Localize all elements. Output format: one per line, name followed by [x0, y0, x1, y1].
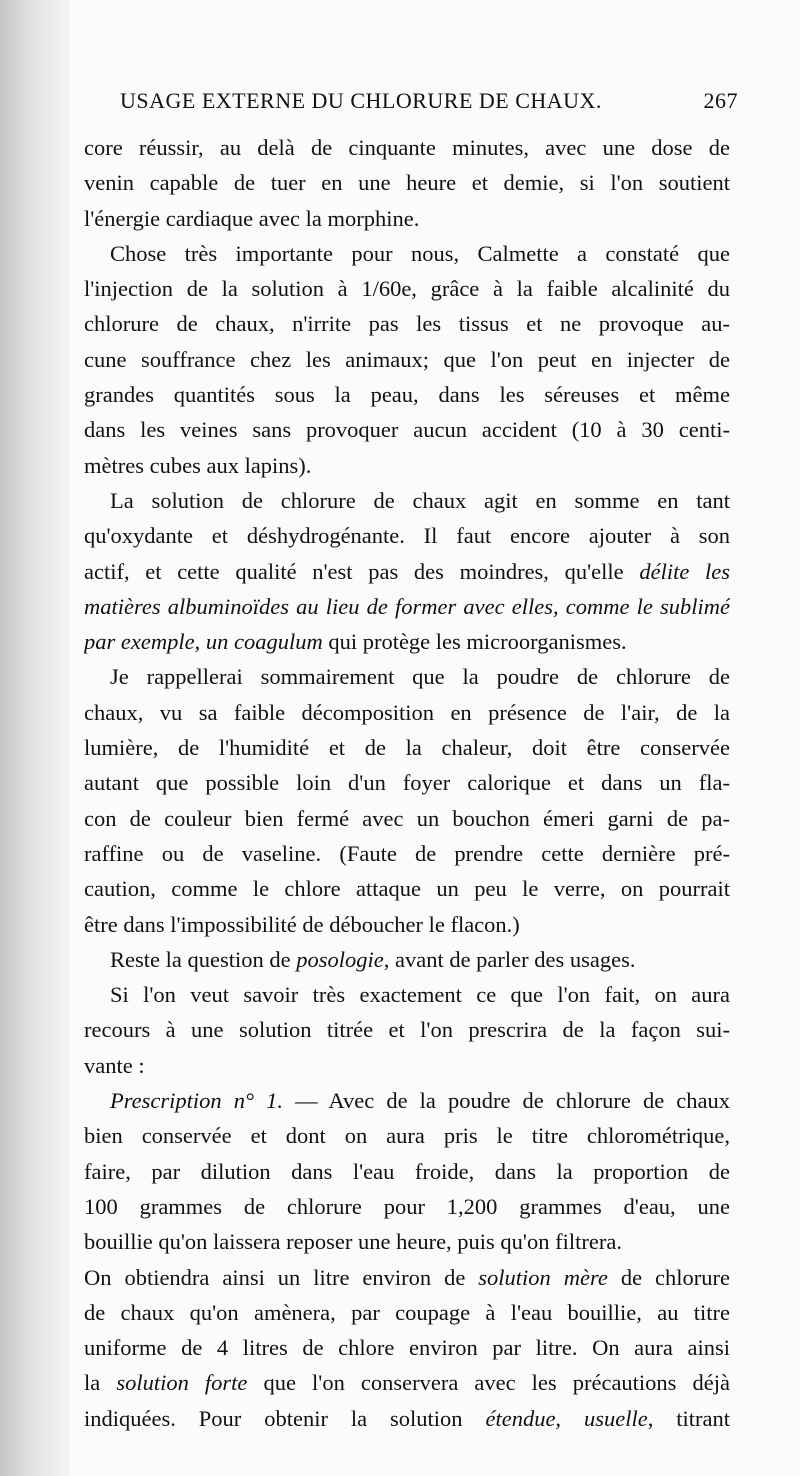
running-title: USAGE EXTERNE DU CHLORURE DE CHAUX.	[120, 88, 602, 113]
text-line	[84, 836, 730, 871]
text-run: Chose très importante pour nous, Calmette a constaté que	[110, 240, 730, 266]
text-run: qu'oxydante et déshydrogénante. Il faut encore ajouter à son	[84, 523, 730, 549]
text-run: de chaux qu'on amènera, par coupage à l'eau bouillie, au titre	[84, 1299, 730, 1325]
text-run: grandes quantités sous la peau, dans les séreuses et même	[84, 382, 730, 408]
text-run: core réussir, au delà de cinquante minutes, avec une dose de	[84, 135, 730, 160]
text-run: Reste la question de	[110, 946, 297, 972]
text-run: La solution de chlorure de chaux agit en somme en tant	[110, 487, 730, 513]
text-run: mètres cubes aux lapins).	[84, 452, 312, 478]
text-line	[84, 448, 730, 483]
text-line	[84, 801, 730, 836]
text-run: l'injection de la solution à 1/60e, grâce à la faible alcalinité du	[84, 276, 730, 302]
italic-run: étendue, usuelle	[485, 1405, 648, 1431]
italic-run: solution mère	[478, 1264, 608, 1290]
text-line	[84, 624, 730, 659]
text-run: indiquées. Pour obtenir la solution	[84, 1405, 486, 1431]
text-line	[84, 942, 730, 977]
text-run: 100 grammes de chlorure pour 1,200 grammes d'eau, une	[84, 1193, 730, 1219]
italic-run: Prescription n° 1.	[110, 1088, 283, 1114]
text-line	[84, 165, 730, 200]
text-line	[84, 1118, 730, 1153]
text-run: bien conservée et dont on aura pris le titre chlorométrique,	[84, 1123, 730, 1149]
text-line	[84, 201, 730, 236]
text-line	[84, 977, 730, 1012]
text-run: On obtiendra ainsi un litre environ de	[84, 1264, 479, 1290]
text-line	[84, 1154, 730, 1189]
text-run: — Avec de la poudre de chlorure de chaux	[282, 1088, 730, 1114]
italic-run: délite les	[639, 558, 730, 584]
text-run: dans les veines sans provoquer aucun accident (10 à 30 centi-	[84, 417, 730, 443]
text-line	[84, 589, 730, 624]
text-line	[84, 765, 730, 800]
text-line	[84, 342, 730, 377]
text-line	[84, 518, 730, 553]
text-run: uniforme de 4 litres de chlore environ par litre. On aura ainsi	[84, 1335, 730, 1361]
text-run: autant que possible loin d'un foyer calorique et dans un fla-	[84, 770, 730, 796]
text-line	[84, 377, 730, 412]
italic-run: matières albuminoïdes au lieu de former avec elles, comme le sublimé	[84, 593, 730, 619]
text-run: con de couleur bien fermé avec un bouchon émeri garni de pa-	[84, 805, 730, 831]
text-line	[84, 1295, 730, 1330]
text-run: , titrant	[647, 1405, 730, 1431]
text-line	[84, 554, 730, 589]
page-number: 267	[703, 88, 738, 113]
text-line	[84, 130, 730, 165]
text-run: , avant de parler des usages.	[383, 946, 636, 972]
page-header	[120, 88, 738, 124]
text-run: Si l'on veut savoir très exactement ce que l'on fait, on aura	[110, 982, 730, 1008]
text-line	[84, 1224, 730, 1259]
text-run: Je rappellerai sommairement que la poudre de chlorure de	[110, 664, 730, 690]
italic-run: solution forte	[116, 1370, 248, 1396]
text-run: que l'on conservera avec les précautions déjà	[247, 1370, 730, 1396]
text-line	[84, 871, 730, 906]
text-line	[84, 1401, 730, 1436]
text-line	[84, 412, 730, 447]
text-run: actif, et cette qualité n'est pas des moindres, qu'elle	[84, 558, 640, 584]
text-line	[84, 1330, 730, 1365]
text-line	[84, 659, 730, 694]
text-line	[84, 483, 730, 518]
text-line	[84, 1083, 730, 1118]
text-run: vante :	[84, 1052, 145, 1078]
text-line	[84, 1048, 730, 1083]
text-run: l'énergie cardiaque avec la morphine.	[84, 205, 420, 231]
text-run: lumière, de l'humidité et de la chaleur, doit être conservée	[84, 735, 730, 761]
text-line	[84, 907, 730, 942]
text-run: bouillie qu'on laissera reposer une heure, puis qu'on filtrera.	[84, 1229, 622, 1255]
text-line	[84, 1189, 730, 1224]
text-line	[84, 271, 730, 306]
text-line	[84, 730, 730, 765]
text-run: raffine ou de vaseline. (Faute de prendre cette dernière pré-	[84, 840, 730, 866]
text-line	[84, 1260, 730, 1295]
italic-run: par exemple, un coagulum	[84, 629, 323, 655]
text-run: de chlorure	[607, 1264, 730, 1290]
text-run: caution, comme le chlore attaque un peu le verre, on pourrait	[84, 876, 730, 902]
binding-shadow	[0, 0, 70, 1476]
text-line	[84, 695, 730, 730]
text-run: qui protège les microorganismes.	[322, 629, 627, 655]
text-run: chaux, vu sa faible décomposition en présence de l'air, de la	[84, 699, 730, 725]
text-run: la	[84, 1370, 117, 1396]
text-line	[84, 306, 730, 341]
text-run: recours à une solution titrée et l'on prescrira de la façon sui-	[84, 1017, 730, 1043]
text-run: faire, par dilution dans l'eau froide, dans la proportion de	[84, 1158, 730, 1184]
text-run: cune souffrance chez les animaux; que l'on peut en injecter de	[84, 346, 730, 372]
text-run: chlorure de chaux, n'irrite pas les tissus et ne provoque au-	[84, 311, 730, 337]
body-text	[84, 130, 730, 1436]
italic-run: posologie	[296, 946, 384, 972]
text-line	[84, 1365, 730, 1400]
text-line	[84, 1012, 730, 1047]
text-run: être dans l'impossibilité de déboucher le flacon.)	[84, 911, 520, 937]
text-line	[84, 236, 730, 271]
text-run: venin capable de tuer en une heure et demie, si l'on soutient	[84, 170, 730, 196]
